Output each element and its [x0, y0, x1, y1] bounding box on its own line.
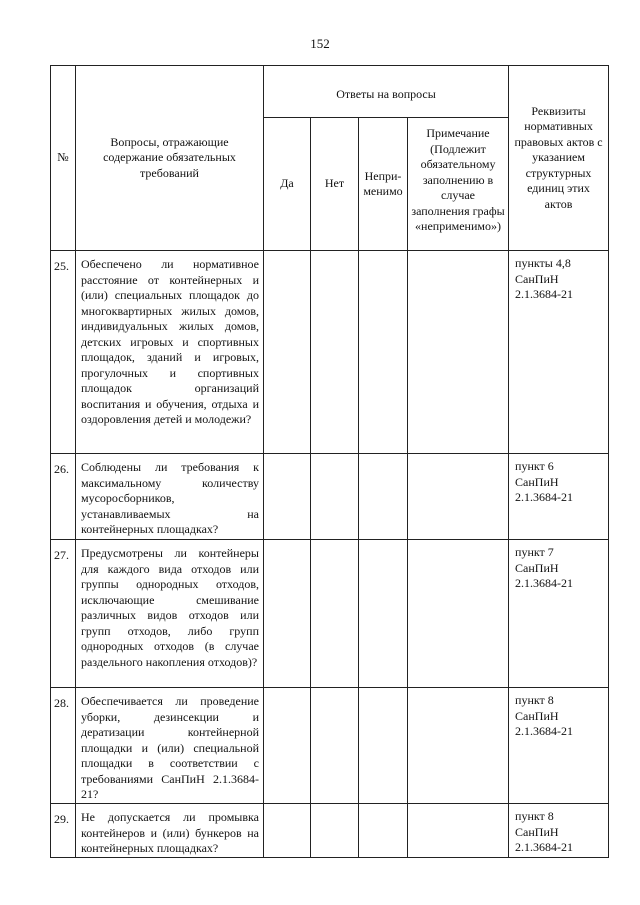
row-number: 26. — [51, 454, 76, 540]
header-row-top — [51, 66, 609, 118]
row-requisites — [509, 251, 609, 454]
header-not-applicable: Непри- менимо — [359, 118, 408, 251]
header-note: Примечание (Подлежит обязательному заполнению в случае заполнения графы «неприменимо») — [408, 118, 509, 251]
row-question: Не допускается ли промывка контейнеров и (или) бункеров на контейнерных площадках? — [76, 804, 264, 858]
row-requisites — [509, 804, 609, 858]
row-requisites — [509, 454, 609, 540]
row-requisites — [509, 688, 609, 804]
answer-na-cell[interactable] — [359, 454, 408, 540]
answer-no-cell[interactable] — [311, 251, 359, 454]
answer-no-cell[interactable] — [311, 804, 359, 858]
checklist-table — [50, 65, 609, 858]
table-row — [51, 540, 609, 688]
answer-no-cell[interactable] — [311, 454, 359, 540]
note-cell[interactable] — [408, 540, 509, 688]
answer-yes-cell[interactable] — [264, 540, 311, 688]
row-requisites — [509, 540, 609, 688]
answer-yes-cell[interactable] — [264, 804, 311, 858]
table-row — [51, 251, 609, 454]
table-row — [51, 454, 609, 540]
answer-no-cell[interactable] — [311, 540, 359, 688]
requisites-text: пункт 8 СанПиН 2.1.3684-21 — [515, 693, 574, 738]
answer-na-cell[interactable] — [359, 540, 408, 688]
header-answers: Ответы на вопросы — [264, 66, 509, 118]
header-num: № — [51, 66, 76, 251]
answer-yes-cell[interactable] — [264, 454, 311, 540]
row-question: Обеспечено ли нормативное расстояние от контейнерных и (или) специальных площадок до многоквартирных жилых домов, индивидуальных жилых домов, детских игровых и спортивных площадок, зданий и игровых, прогулочных и спортивных площадок организаций воспитания и обучения, отдыха и оздоровления детей и молодежи? — [76, 251, 264, 454]
note-cell[interactable] — [408, 804, 509, 858]
row-number: 28. — [51, 688, 76, 804]
header-requisites: Реквизиты нормативных правовых актов с указанием структурных единиц этих актов — [509, 66, 609, 251]
requisites-text: пункт 7 СанПиН 2.1.3684-21 — [515, 545, 574, 590]
requisites-text: пункты 4,8 СанПиН 2.1.3684-21 — [515, 256, 574, 301]
table-row — [51, 804, 609, 858]
header-questions: Вопросы, отражающие содержание обязательных требований — [76, 66, 264, 251]
answer-na-cell[interactable] — [359, 688, 408, 804]
answer-no-cell[interactable] — [311, 688, 359, 804]
answer-yes-cell[interactable] — [264, 688, 311, 804]
answer-yes-cell[interactable] — [264, 251, 311, 454]
header-yes: Да — [264, 118, 311, 251]
header-no: Нет — [311, 118, 359, 251]
row-number: 29. — [51, 804, 76, 858]
note-cell[interactable] — [408, 688, 509, 804]
answer-na-cell[interactable] — [359, 251, 408, 454]
note-cell[interactable] — [408, 251, 509, 454]
note-cell[interactable] — [408, 454, 509, 540]
page-number: 152 — [310, 36, 330, 51]
row-question: Предусмотрены ли контейнеры для каждого вида отходов или группы однородных отходов, исключающие смешивание различных видов отходов или групп отходов, либо групп однородных отходов (в случае раздельного накопления отходов)? — [76, 540, 264, 688]
row-number: 25. — [51, 251, 76, 454]
row-question: Соблюдены ли требования к максимальному количеству мусоросборников, устанавливаемых на контейнерных площадках? — [76, 454, 264, 540]
row-number: 27. — [51, 540, 76, 688]
requisites-text: пункт 6 СанПиН 2.1.3684-21 — [515, 459, 574, 504]
table-row — [51, 688, 609, 804]
answer-na-cell[interactable] — [359, 804, 408, 858]
row-question: Обеспечивается ли проведение уборки, дезинсекции и дератизации контейнерной площадки и (или) специальной площадки в соответствии с требованиями СанПиН 2.1.3684-21? — [76, 688, 264, 804]
requisites-text: пункт 8 СанПиН 2.1.3684-21 — [515, 809, 574, 854]
